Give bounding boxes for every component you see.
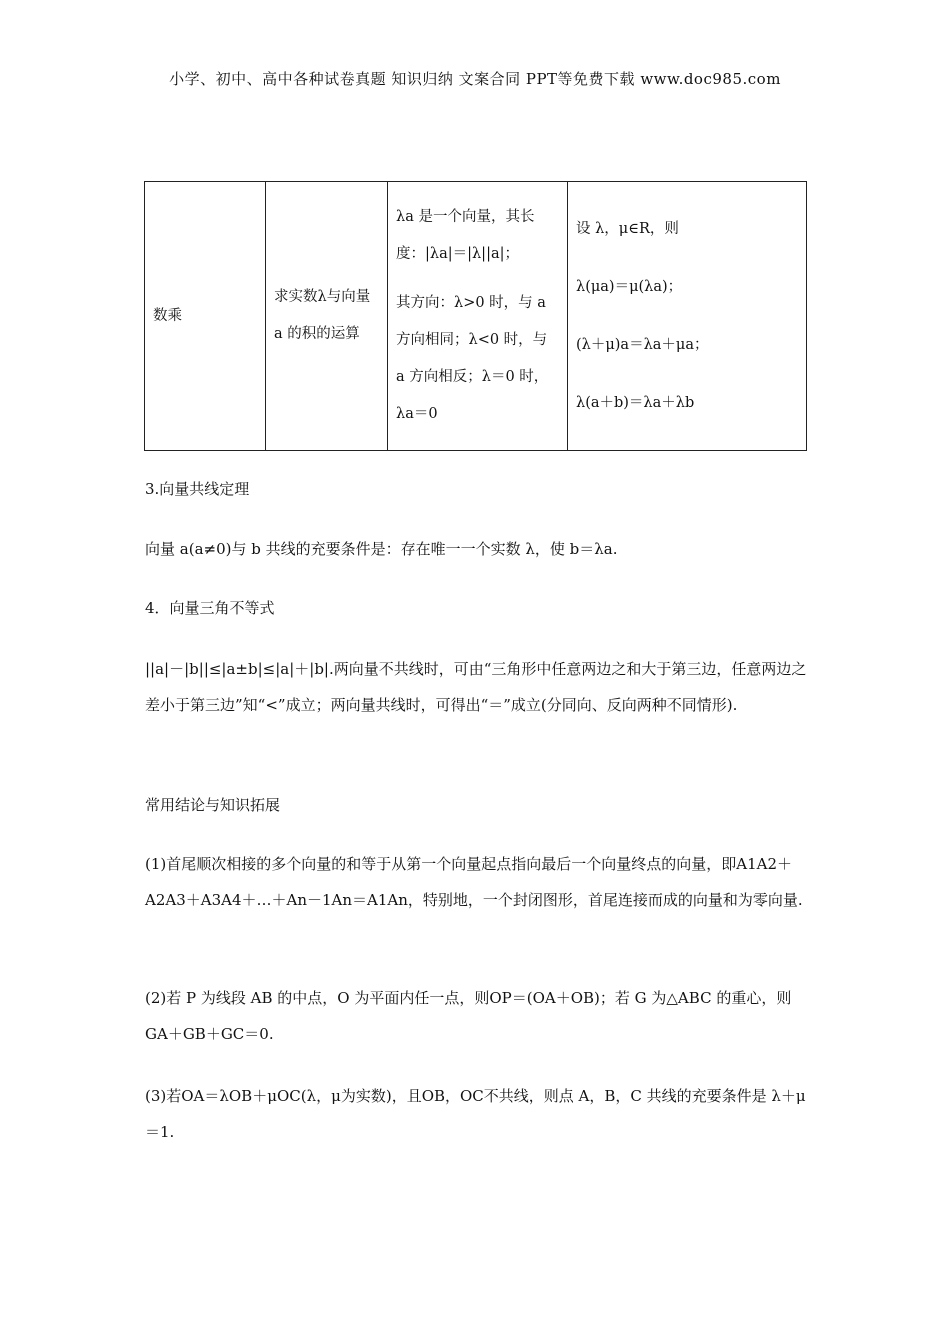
law-distributive-vector: λ(a＋b)＝λa＋λb <box>576 395 695 411</box>
law-distributive-scalar: (λ＋μ)a＝λa＋μa； <box>576 337 709 353</box>
operation-name: 数乘 <box>153 307 182 324</box>
definition-text: 求实数λ与向量 a 的积的运算 <box>274 289 371 342</box>
table-row <box>145 182 807 451</box>
law-cell <box>568 182 807 451</box>
rule-direction: 其方向：λ>0 时，与 a 方向相同；λ<0 时，与 a 方向相反；λ＝0 时，λa＝0 <box>396 295 549 422</box>
section-4-title: 4．向量三角不等式 <box>145 599 275 617</box>
definition-cell <box>266 182 388 451</box>
rule-length: λa 是一个向量，其长度：|λa|＝|λ||a|； <box>396 209 535 262</box>
operation-name-cell <box>145 182 266 451</box>
extension-point-2: (2)若 P 为线段 AB 的中点，O 为平面内任一点，则OP＝(OA＋OB)；若 G 为△ABC 的重心，则GA＋GB＋GC＝0. <box>145 989 792 1043</box>
page-header: 小学、初中、高中各种试卷真题 知识归纳 文案合同 PPT等免费下载 www.doc985.com <box>169 70 781 88</box>
rule-cell <box>388 182 568 451</box>
section-4-body: ||a|－|b||≤|a±b|≤|a|＋|b|.两向量不共线时，可由“三角形中任意两边之和大于第三边，任意两边之差小于第三边”知“<”成立；两向量共线时，可得出“＝”成立(分同向、反向两种不同情形). <box>145 660 807 714</box>
law-intro: 设 λ，μ∈R，则 <box>576 221 679 237</box>
vector-operation-table <box>144 181 807 451</box>
extension-point-3: (3)若OA＝λOB＋μOC(λ，μ为实数)，且OB，OC不共线，则点 A，B，C 共线的充要条件是 λ＋μ＝1. <box>145 1087 806 1141</box>
section-3-body: 向量 a(a≠0)与 b 共线的充要条件是：存在唯一一个实数 λ，使 b＝λa. <box>145 540 618 558</box>
section-3-title: 3.向量共线定理 <box>145 480 250 498</box>
law-associative: λ(μa)＝μ(λa)； <box>576 279 683 295</box>
extension-point-1: (1)首尾顺次相接的多个向量的和等于从第一个向量起点指向最后一个向量终点的向量，即A1A2＋A2A3＋A3A4＋…＋An－1An＝A1An，特别地，一个封闭图形，首尾连接而成的向量和为零向量. <box>145 855 803 909</box>
extension-title: 常用结论与知识拓展 <box>145 796 281 814</box>
